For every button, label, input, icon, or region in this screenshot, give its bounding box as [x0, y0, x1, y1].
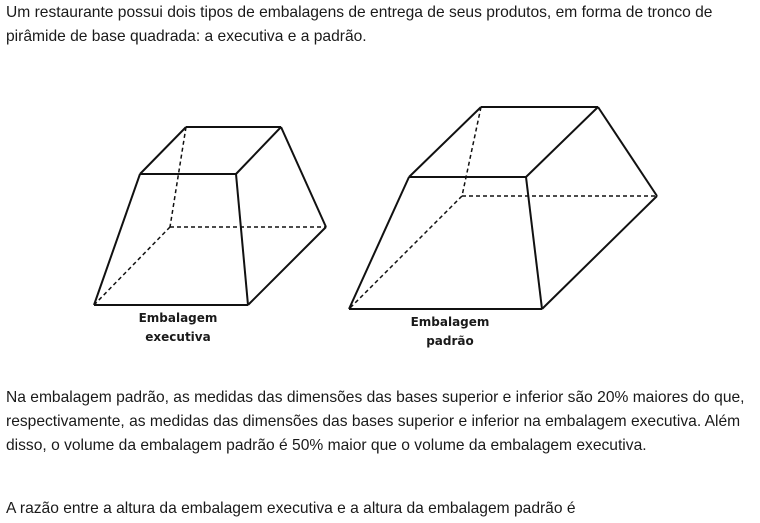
statement-paragraph: Na embalagem padrão, as medidas das dimensões das bases superior e inferior são 20% maiores do que, respectivamente, as medidas das dimensões das bases superior e inferior na embalagem executiva. Além disso, o volume da embalagem padrão é 50% maior que o volume da embalagem executiva.: [6, 389, 745, 454]
executive-label-line2: executiva: [145, 330, 211, 344]
executive-label: [128, 309, 228, 347]
intro-paragraph: Um restaurante possui dois tipos de embalagens de entrega de seus produtos, em forma de tronco de pirâmide de base quadrada: a executiva e a padrão.: [6, 4, 713, 45]
standard-label: [400, 313, 500, 351]
standard-label-line1: Embalagem: [410, 315, 490, 329]
executive-frustum-drawing: [94, 127, 326, 305]
question-paragraph: A razão entre a altura da embalagem executiva e a altura da embalagem padrão é: [6, 500, 576, 517]
standard-frustum-drawing: [349, 107, 657, 309]
executive-label-line1: Embalagem: [138, 311, 218, 325]
standard-label-line2: padrão: [426, 334, 474, 348]
